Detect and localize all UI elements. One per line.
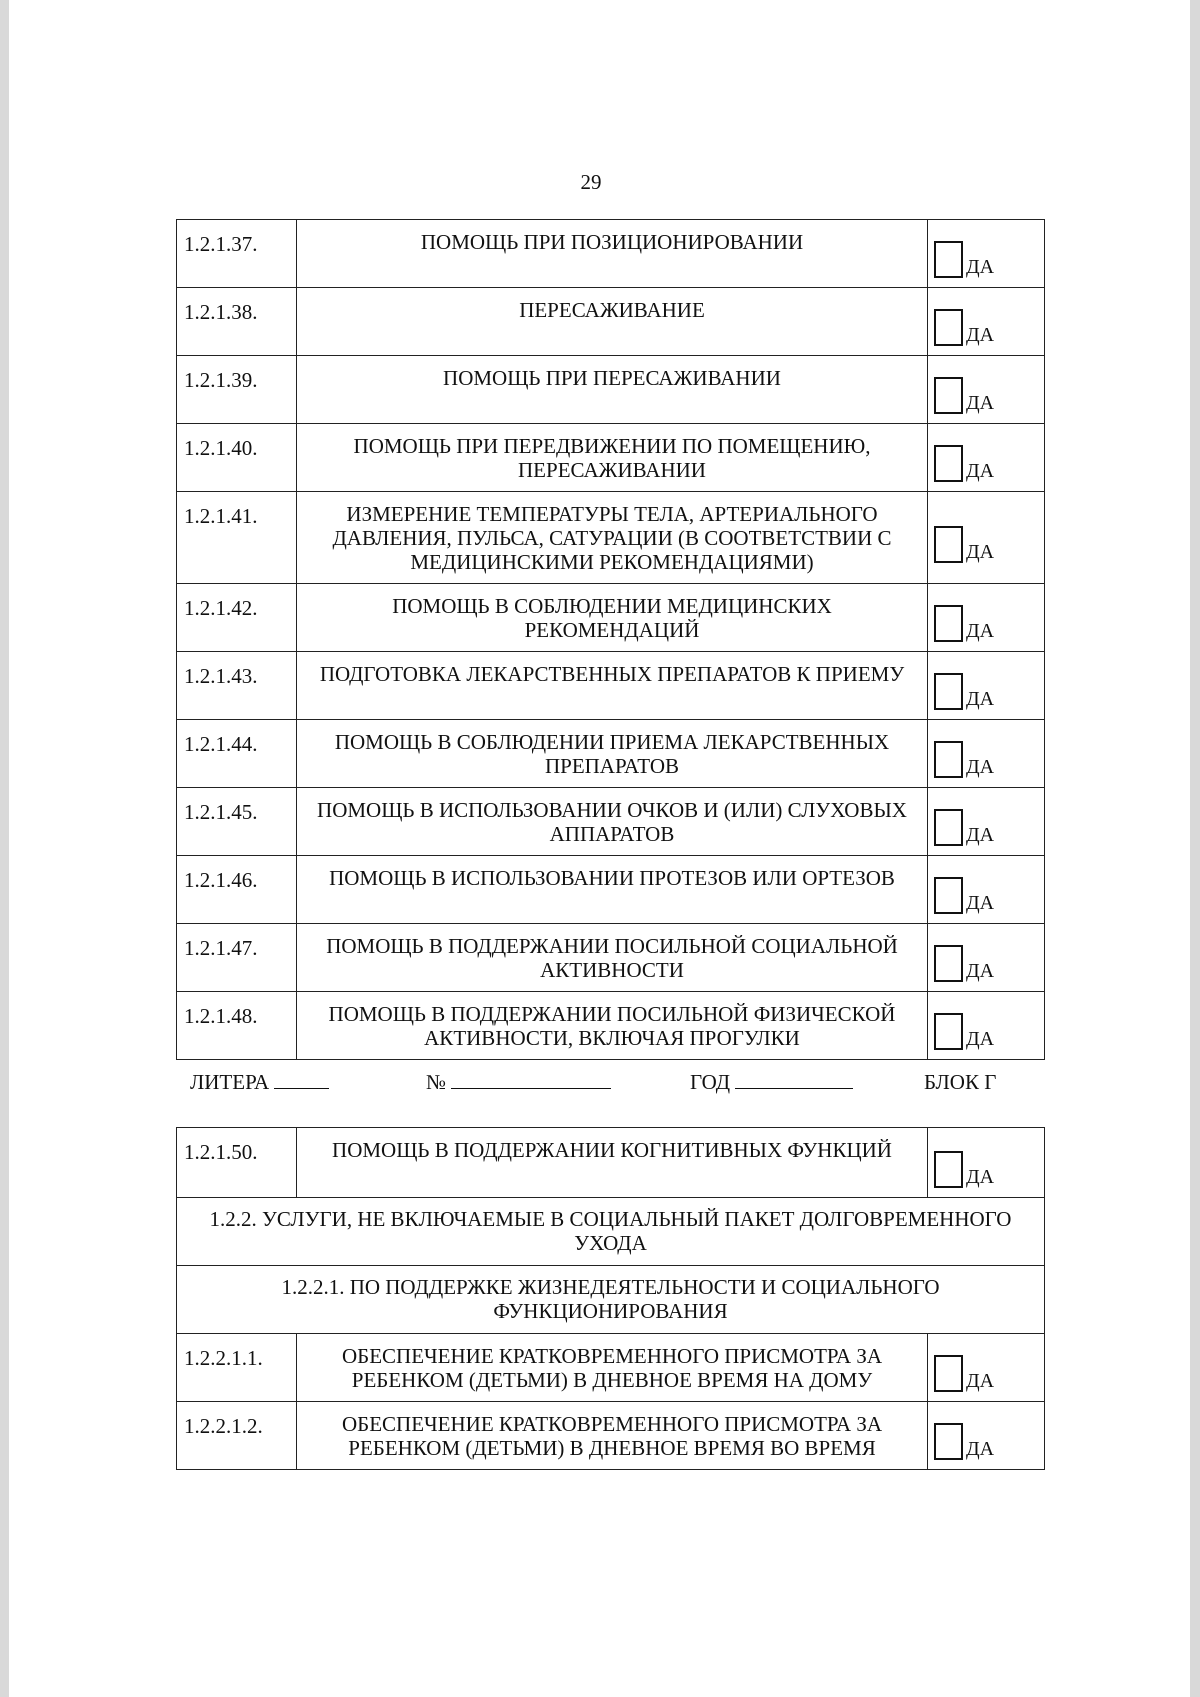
litera-label: ЛИТЕРА [190, 1070, 270, 1094]
block-label: БЛОК Г [924, 1070, 997, 1094]
row-description: ПОМОЩЬ ПРИ ПЕРЕСАЖИВАНИИ [297, 356, 928, 424]
section-row [177, 1198, 1045, 1266]
table-row [177, 288, 1045, 356]
row-description: ОБЕСПЕЧЕНИЕ КРАТКОВРЕМЕННОГО ПРИСМОТРА ЗА РЕБЕНКОМ (ДЕТЬМИ) В ДНЕВНОЕ ВРЕМЯ ВО ВРЕМЯ [297, 1402, 928, 1470]
checkbox[interactable] [934, 945, 963, 982]
row-code: 1.2.2.1.1. [177, 1334, 297, 1402]
row-code: 1.2.1.46. [177, 856, 297, 924]
table-row [177, 1128, 1045, 1198]
yes-label: ДА [966, 256, 995, 278]
row-code: 1.2.2.1.2. [177, 1402, 297, 1470]
table-row [177, 356, 1045, 424]
checkbox[interactable] [934, 673, 963, 710]
subsection-heading: 1.2.2.1. ПО ПОДДЕРЖКЕ ЖИЗНЕДЕЯТЕЛЬНОСТИ И СОЦИАЛЬНОГО ФУНКЦИОНИРОВАНИЯ [177, 1266, 1045, 1334]
number-field [426, 1070, 611, 1095]
row-description: ПОМОЩЬ В ПОДДЕРЖАНИИ ПОСИЛЬНОЙ ФИЗИЧЕСКОЙ АКТИВНОСТИ, ВКЛЮЧАЯ ПРОГУЛКИ [297, 992, 928, 1060]
row-code: 1.2.1.42. [177, 584, 297, 652]
form-footer [176, 1070, 1045, 1100]
yes-option[interactable] [928, 492, 1045, 584]
checkbox[interactable] [934, 1355, 963, 1392]
row-code: 1.2.1.48. [177, 992, 297, 1060]
services-table-2 [176, 1127, 1045, 1470]
litera-field [190, 1070, 329, 1095]
yes-label: ДА [966, 892, 995, 914]
yes-label: ДА [966, 1166, 995, 1188]
table-row [177, 1402, 1045, 1470]
yes-option[interactable] [928, 584, 1045, 652]
row-description: ПОДГОТОВКА ЛЕКАРСТВЕННЫХ ПРЕПАРАТОВ К ПРИЕМУ [297, 652, 928, 720]
yes-label: ДА [966, 1438, 995, 1460]
row-description: ПОМОЩЬ В ПОДДЕРЖАНИИ ПОСИЛЬНОЙ СОЦИАЛЬНОЙ АКТИВНОСТИ [297, 924, 928, 992]
row-description: ПОМОЩЬ В СОБЛЮДЕНИИ ПРИЕМА ЛЕКАРСТВЕННЫХ ПРЕПАРАТОВ [297, 720, 928, 788]
year-label: ГОД [690, 1070, 731, 1094]
row-code: 1.2.1.41. [177, 492, 297, 584]
checkbox[interactable] [934, 1013, 963, 1050]
yes-option[interactable] [928, 1402, 1045, 1470]
row-description: ПОМОЩЬ ПРИ ПОЗИЦИОНИРОВАНИИ [297, 220, 928, 288]
yes-label: ДА [966, 460, 995, 482]
row-description: ОБЕСПЕЧЕНИЕ КРАТКОВРЕМЕННОГО ПРИСМОТРА ЗА РЕБЕНКОМ (ДЕТЬМИ) В ДНЕВНОЕ ВРЕМЯ НА ДОМУ [297, 1334, 928, 1402]
litera-blank[interactable] [274, 1070, 329, 1089]
yes-option[interactable] [928, 856, 1045, 924]
yes-option[interactable] [928, 288, 1045, 356]
row-code: 1.2.1.37. [177, 220, 297, 288]
row-code: 1.2.1.44. [177, 720, 297, 788]
row-code: 1.2.1.40. [177, 424, 297, 492]
checkbox[interactable] [934, 309, 963, 346]
yes-label: ДА [966, 688, 995, 710]
checkbox[interactable] [934, 526, 963, 563]
yes-option[interactable] [928, 992, 1045, 1060]
yes-label: ДА [966, 824, 995, 846]
section-row [177, 1266, 1045, 1334]
number-blank[interactable] [451, 1070, 611, 1089]
checkbox[interactable] [934, 445, 963, 482]
yes-option[interactable] [928, 924, 1045, 992]
checkbox[interactable] [934, 377, 963, 414]
yes-option[interactable] [928, 424, 1045, 492]
year-field [690, 1070, 853, 1095]
table-row [177, 720, 1045, 788]
row-code: 1.2.1.39. [177, 356, 297, 424]
row-code: 1.2.1.38. [177, 288, 297, 356]
table-row [177, 220, 1045, 288]
services-table-1 [176, 219, 1045, 1060]
yes-option[interactable] [928, 220, 1045, 288]
checkbox[interactable] [934, 1151, 963, 1188]
number-label: № [426, 1070, 447, 1094]
yes-label: ДА [966, 756, 995, 778]
row-description: ПОМОЩЬ ПРИ ПЕРЕДВИЖЕНИИ ПО ПОМЕЩЕНИЮ, ПЕРЕСАЖИВАНИИ [297, 424, 928, 492]
checkbox[interactable] [934, 605, 963, 642]
yes-label: ДА [966, 392, 995, 414]
table-row [177, 1334, 1045, 1402]
yes-option[interactable] [928, 356, 1045, 424]
table-row [177, 492, 1045, 584]
yes-label: ДА [966, 960, 995, 982]
row-description: ПОМОЩЬ В ИСПОЛЬЗОВАНИИ ОЧКОВ И (ИЛИ) СЛУХОВЫХ АППАРАТОВ [297, 788, 928, 856]
yes-label: ДА [966, 324, 995, 346]
yes-option[interactable] [928, 652, 1045, 720]
yes-label: ДА [966, 1028, 995, 1050]
page-number: 29 [580, 170, 602, 194]
checkbox[interactable] [934, 1423, 963, 1460]
checkbox[interactable] [934, 877, 963, 914]
section-heading: 1.2.2. УСЛУГИ, НЕ ВКЛЮЧАЕМЫЕ В СОЦИАЛЬНЫЙ ПАКЕТ ДОЛГОВРЕМЕННОГО УХОДА [177, 1198, 1045, 1266]
row-code: 1.2.1.50. [177, 1128, 297, 1198]
row-description: ПОМОЩЬ В ПОДДЕРЖАНИИ КОГНИТИВНЫХ ФУНКЦИЙ [297, 1128, 928, 1198]
table-row [177, 652, 1045, 720]
table-row [177, 424, 1045, 492]
row-description: ПОМОЩЬ В ИСПОЛЬЗОВАНИИ ПРОТЕЗОВ ИЛИ ОРТЕЗОВ [297, 856, 928, 924]
yes-label: ДА [966, 1370, 995, 1392]
row-code: 1.2.1.47. [177, 924, 297, 992]
row-code: 1.2.1.45. [177, 788, 297, 856]
checkbox[interactable] [934, 809, 963, 846]
row-description: ИЗМЕРЕНИЕ ТЕМПЕРАТУРЫ ТЕЛА, АРТЕРИАЛЬНОГО ДАВЛЕНИЯ, ПУЛЬСА, САТУРАЦИИ (В СООТВЕТСТВИИ С МЕДИЦИНСКИМИ РЕКОМЕНДАЦИЯМИ) [297, 492, 928, 584]
row-description: ПЕРЕСАЖИВАНИЕ [297, 288, 928, 356]
yes-label: ДА [966, 620, 995, 642]
year-blank[interactable] [735, 1070, 853, 1089]
yes-label: ДА [966, 541, 995, 563]
yes-option[interactable] [928, 1128, 1045, 1198]
checkbox[interactable] [934, 741, 963, 778]
table-row [177, 788, 1045, 856]
yes-option[interactable] [928, 1334, 1045, 1402]
table-row [177, 584, 1045, 652]
checkbox[interactable] [934, 241, 963, 278]
yes-option[interactable] [928, 788, 1045, 856]
yes-option[interactable] [928, 720, 1045, 788]
row-description: ПОМОЩЬ В СОБЛЮДЕНИИ МЕДИЦИНСКИХ РЕКОМЕНДАЦИЙ [297, 584, 928, 652]
row-code: 1.2.1.43. [177, 652, 297, 720]
table-row [177, 924, 1045, 992]
table-row [177, 992, 1045, 1060]
table-row [177, 856, 1045, 924]
